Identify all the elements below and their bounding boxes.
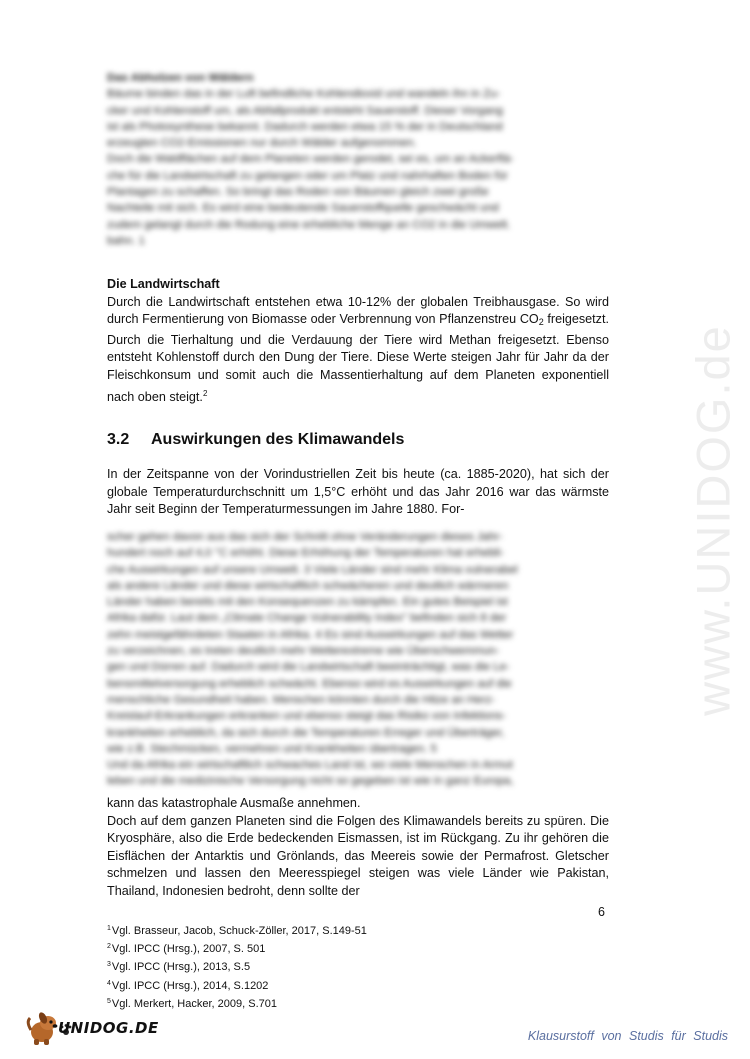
blurred-line: erzeugten CO2-Emissionen nur durch Wälder aufgenommen. (107, 137, 417, 150)
blurred-line: Kreislauf-Erkrankungen erkranken und ebenso steigt das Risiko von Infektions- (107, 710, 506, 723)
blurred-line: che Auswirkungen auf unsere Umwelt. 3 Viele Länder sind mehr Klima vulnerabel (107, 563, 518, 576)
watermark: www.UNIDOG.de (686, 324, 740, 716)
footnote-text: Vgl. IPCC (Hrsg.), 2013, S.5 (111, 961, 251, 974)
blurred-line: bensmittelversorgung erheblich schwächt. Ebenso wird es Auswirkungen auf die (107, 677, 512, 690)
blurred-line: ist als Photosynthese bekannt. Dadurch werden etwa 15 % der in Deutschland (107, 120, 503, 133)
body-paragraph: kann das katastrophale Ausmaße annehmen. (107, 796, 361, 810)
body-text: Durch die Landwirtschaft entstehen etwa 10-12% der globalen Treibhausgase. So wird durch Fermentierung von Biomasse oder Verbrennung von Pflanzenstreu CO (107, 294, 609, 327)
blurred-line: zudem gelangt durch die Rodung eine erhebliche Menge an CO2 in die Umwelt. (107, 218, 511, 231)
logo-text[interactable]: UNIDOG.DE (58, 1019, 159, 1037)
blurred-paragraph-middle (107, 529, 607, 790)
auswirkungen-continued (107, 795, 609, 901)
blurred-line: Und da Afrika ein wirtschaftlich schwaches Land ist, wo viele Menschen in Armut (107, 759, 513, 772)
blurred-line: Afrika dafür. Laut dem „Climate Change Vulnerability Index" befinden sich 8 der (107, 612, 507, 625)
footnote-number: 5 (107, 997, 111, 1005)
footnote (107, 976, 367, 994)
blurred-line: Nachteile mit sich. Es wird eine bedeutende Sauerstoffquelle geschwächt und (107, 202, 499, 215)
footer-tagline: Klausurstoff von Studis für Studis (527, 1029, 728, 1043)
body-text: freigesetzt. Durch die Tierhaltung und die Verdauung der Tiere wird Methan freigesetzt. Ebenso entsteht Kohlenstoff durch den Dung der Tiere. Diese Werte steigen Jahr für Jahr da der Fleischkonsum und somit auch die Massentierhaltung auf dem Planeten exponentiell nach oben steigt. (107, 312, 609, 404)
footnote-number: 1 (107, 925, 111, 932)
footnote-number: 2 (107, 943, 111, 951)
body-paragraph (107, 294, 609, 407)
footnote (107, 939, 367, 957)
blurred-paragraph-top (107, 70, 607, 249)
footnote-number: 3 (107, 961, 111, 969)
footnote (107, 921, 367, 939)
footnote-text: Vgl. Brasseur, Jacob, Schuck-Zöller, 2017, S.149-51 (111, 925, 367, 937)
footnote-ref[interactable]: 2 (202, 388, 208, 398)
section-title: Auswirkungen des Klimawandels (151, 431, 405, 448)
blurred-line: krankheiten erheblich, da sich durch die Temperaturen Erreger und Überträger, (107, 726, 505, 739)
body-paragraph: Doch auf dem ganzen Planeten sind die Folgen des Klimawandels bereits zu spüren. Die Kryosphäre, also die Erde bedeckenden Eismassen, ist im Rückgang. Zu ihr gehören die Eisflächen der Antarktis und Grönlands, das Meereis sowie der Permafrost. Gletscher schmelzen und lassen den Meeresspiegel steigen was viele Länder wie Pakistan, Thailand, Indonesien bedroht, denn sollte der (107, 813, 609, 898)
blurred-line: bahn. 1 (107, 234, 146, 247)
blurred-line: leben und die medizinische Versorgung nicht so gegeben ist wie in ganz Europa, (107, 775, 514, 788)
section-heading (107, 431, 404, 449)
body-paragraph: In der Zeitspanne von der Vorindustriellen Zeit bis heute (ca. 1885-2020), hat sich der globale Temperaturdurchschnitt um 1,5°C erhöht und das Jahr 2016 war das wärmste Jahr seit Beginn der Temperaturmessungen im Jahre 1880. For- (107, 467, 609, 517)
footnote-number: 4 (107, 979, 111, 987)
blurred-line: wie z.B. Stechmücken, vermehren und Krankheiten übertragen. 5 (107, 742, 437, 755)
footnote (107, 957, 367, 975)
section-number: 3.2 (107, 431, 130, 448)
blurred-line: zehn meistgefährdeten Staaten in Afrika. 4 Es sind Auswirkungen auf das Wetter (107, 628, 514, 641)
footnote-text: Vgl. Merkert, Hacker, 2009, S.701 (111, 997, 277, 1010)
blurred-line: gen und Dürren auf. Dadurch wird die Landwirtschaft beeinträchtigt, was die Le- (107, 661, 510, 674)
auswirkungen-intro (107, 466, 609, 519)
blurred-line: Länder haben bereits mit den Konsequenzen zu kämpfen. Ein gutes Beispiel ist (107, 596, 508, 609)
blurred-line: als andere Länder und diese wirtschaftlich schwächeren und deutlich wärmeren (107, 579, 509, 592)
blurred-line: che für die Landwirtschaft zu gelangen oder um Platz und nahrhaften Boden für (107, 169, 508, 182)
blurred-line: zu verzeichnen, es treten deutlich mehr Wetterextreme wie Überschwemmun- (107, 645, 500, 658)
blurred-line: Doch die Waldflächen auf dem Planeten werden gerodet, sei es, um an Ackerflä- (107, 153, 514, 166)
footnotes (107, 921, 367, 1012)
blurred-line: Bäume binden das in der Luft befindliche Kohlendioxid und wandeln ihn in Zu- (107, 88, 501, 101)
footnote-text: Vgl. IPCC (Hrsg.), 2014, S.1202 (111, 979, 269, 992)
page-number: 6 (598, 905, 605, 919)
subscript: 2 (538, 317, 544, 328)
blurred-line: menschliche Gesundheit haben. Menschen könnten durch die Hitze an Herz- (107, 693, 496, 706)
footnote-text: Vgl. IPCC (Hrsg.), 2007, S. 501 (111, 943, 266, 956)
section-subheading: Die Landwirtschaft (107, 277, 220, 291)
blurred-line: scher gehen davon aus das sich der Schnitt ohne Veränderungen dieses Jahr- (107, 531, 503, 543)
blurred-line: hundert noch auf 4,0 °C erhöht. Diese Erhöhung der Temperaturen hat erhebli- (107, 547, 504, 560)
blurred-line: cker und Kohlenstoff um, als Abfallprodukt entsteht Sauerstoff. Dieser Vorgang (107, 104, 503, 117)
landwirtschaft-section (107, 276, 609, 406)
blurred-heading: Das Abholzen von Wäldern (107, 72, 254, 84)
blurred-line: Plantagen zu schaffen. So bringt das Roden von Bäumen gleich zwei große (107, 186, 489, 199)
